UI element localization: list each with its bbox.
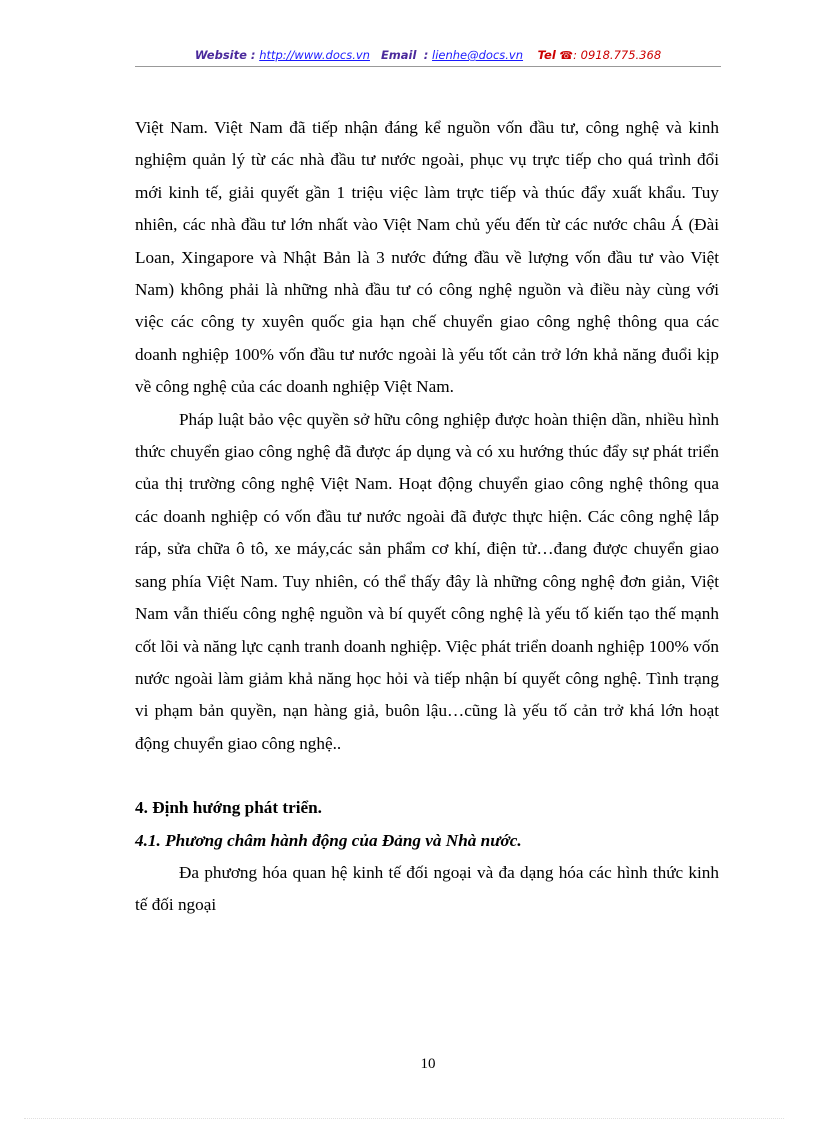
header-divider	[135, 66, 721, 67]
phone-icon: ☎	[559, 49, 574, 62]
document-body	[135, 112, 719, 922]
email-link[interactable]: lienhe@docs.vn	[432, 48, 524, 62]
email-separator: :	[423, 48, 429, 62]
phone-number: : 0918.775.368	[573, 48, 662, 62]
paragraph-legal-protection: Pháp luật bảo vệc quyền sở hữu công nghiệp được hoàn thiện dần, nhiều hình thức chuyển giao công nghệ đã được áp dụng và có xu hướng thúc đẩy sự phát triển của thị trường công nghệ Việt Nam. Hoạt động chuyển giao công nghệ thông qua các doanh nghiệp có vốn đầu tư nước ngoài đã được thực hiện. Các công nghệ lắp ráp, sửa chữa ô tô, xe máy,các sản phẩm cơ khí, điện tử…đang được chuyển giao sang phía Việt Nam. Tuy nhiên, có thể thấy đây là những công nghệ đơn giản, Việt Nam vẫn thiếu công nghệ nguồn và bí quyết công nghệ là yếu tố kiến tạo thế mạnh cốt lõi và năng lực cạnh tranh doanh nghiệp. Việc phát triển doanh nghiệp 100% vốn nước ngoài làm giảm khả năng học hỏi và tiếp nhận bí quyết công nghệ. Tình trạng vi phạm bản quyền, nạn hàng giả, buôn lậu…cũng là yếu tố cản trở khá lớn hoạt động chuyển giao công nghệ..	[135, 409, 719, 753]
subsection-heading-4-1: 4.1. Phương châm hành động của Đảng và Nhà nước.	[135, 830, 522, 850]
section-heading-4: 4. Định hướng phát triển.	[135, 798, 322, 818]
page-bottom-edge	[24, 1118, 784, 1119]
paragraph-diversification: Đa phương hóa quan hệ kinh tế đối ngoại và đa dạng hóa các hình thức kinh tế đối ngoại	[135, 862, 719, 915]
page-header	[135, 47, 721, 64]
tel-label: Tel	[537, 48, 556, 62]
website-label: Website :	[194, 48, 256, 62]
page-number: 10	[420, 1056, 436, 1072]
paragraph-continuation: Việt Nam. Việt Nam đã tiếp nhận đáng kể nguồn vốn đầu tư, công nghệ và kinh nghiệm quản lý từ các nhà đầu tư nước ngoài, phục vụ trực tiếp cho quá trình đổi mới kinh tế, giải quyết gần 1 triệu việc làm trực tiếp và thúc đẩy xuất khẩu. Tuy nhiên, các nhà đầu tư lớn nhất vào Việt Nam chủ yếu đến từ các nước châu Á (Đài Loan, Xingapore và Nhật Bản là 3 nước đứng đầu về lượng vốn đầu tư vào Việt Nam) không phải là những nhà đầu tư có công nghệ nguồn và điều này cùng với việc các công ty xuyên quốc gia hạn chế chuyển giao công nghệ thông qua các doanh nghiệp 100% vốn đầu tư nước ngoài là yếu tốt cản trở lớn khả năng đuổi kịp về công nghệ của các doanh nghiệp Việt Nam.	[135, 118, 719, 397]
website-link[interactable]: http://www.docs.vn	[259, 48, 370, 62]
email-label: Email	[380, 48, 417, 62]
